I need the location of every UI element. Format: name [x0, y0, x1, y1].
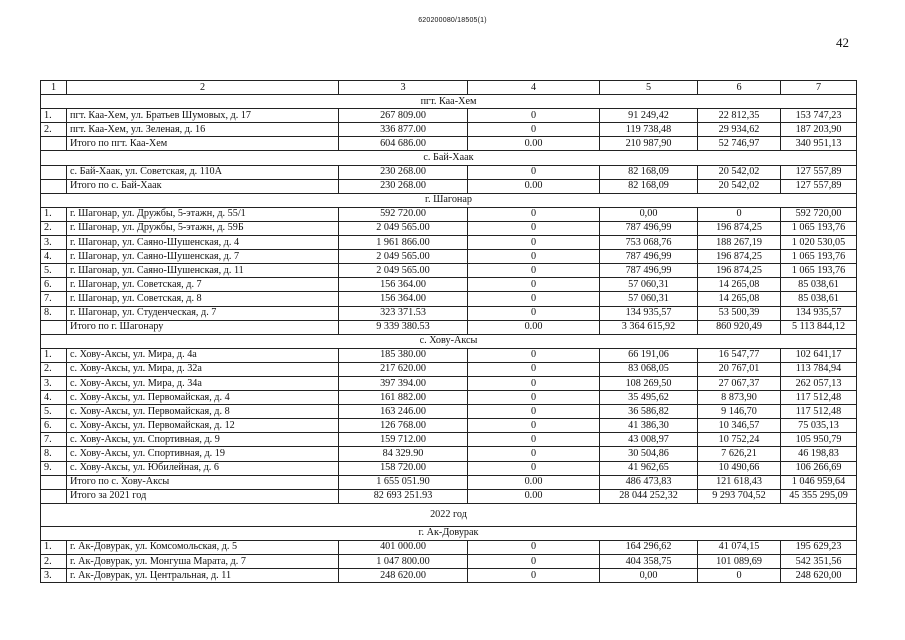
amount-col3-cell: 84 329.90 [339, 447, 468, 461]
address-cell: Итого по с. Бай-Хаак [67, 179, 339, 193]
amount-col3-cell: 336 877.00 [339, 123, 468, 137]
amount-col3-cell: 156 364.00 [339, 292, 468, 306]
address-cell: с. Хову-Аксы, ул. Мира, д. 34а [67, 376, 339, 390]
amount-col3-cell: 9 339 380.53 [339, 320, 468, 334]
table-row [41, 179, 857, 193]
amount-col6-cell: 20 542,02 [698, 179, 781, 193]
amount-col3-cell: 2 049 565.00 [339, 221, 468, 235]
row-number-cell: 1. [41, 540, 67, 554]
table-row [41, 137, 857, 151]
amount-col6-cell: 16 547,77 [698, 348, 781, 362]
amount-col4-cell: 0 [468, 292, 600, 306]
amount-col5-cell: 28 044 252,32 [600, 489, 698, 503]
amount-col4-cell: 0 [468, 433, 600, 447]
amount-col6-cell: 52 746,97 [698, 137, 781, 151]
amount-col6-cell: 53 500,39 [698, 306, 781, 320]
amount-col3-cell: 248 620.00 [339, 569, 468, 583]
row-number-cell: 2. [41, 123, 67, 137]
amount-col4-cell: 0 [468, 221, 600, 235]
amount-col3-cell: 401 000.00 [339, 540, 468, 554]
amount-col4-cell: 0 [468, 278, 600, 292]
amount-col6-cell: 10 490,66 [698, 461, 781, 475]
amount-col6-cell: 20 767,01 [698, 362, 781, 376]
address-cell: г. Шагонар, ул. Саяно-Шушенская, д. 4 [67, 236, 339, 250]
amount-col7-cell: 127 557,89 [781, 179, 857, 193]
address-cell: г. Шагонар, ул. Советская, д. 8 [67, 292, 339, 306]
amount-col6-cell: 860 920,49 [698, 320, 781, 334]
section-heading: с. Хову-Аксы [41, 334, 857, 348]
amount-col6-cell: 188 267,19 [698, 236, 781, 250]
amount-col4-cell: 0 [468, 569, 600, 583]
section-heading: пгт. Каа-Хем [41, 95, 857, 109]
row-number-cell [41, 165, 67, 179]
amount-col4-cell: 0 [468, 376, 600, 390]
table-row [41, 221, 857, 235]
address-cell: пгт. Каа-Хем, ул. Зеленая, д. 16 [67, 123, 339, 137]
amount-col7-cell: 105 950,79 [781, 433, 857, 447]
year-heading: 2022 год [41, 503, 857, 526]
amount-col3-cell: 161 882.00 [339, 391, 468, 405]
data-table [40, 80, 857, 583]
amount-col4-cell: 0 [468, 555, 600, 569]
header-cell: 7 [781, 81, 857, 95]
amount-col3-cell: 230 268.00 [339, 165, 468, 179]
table-row [41, 555, 857, 569]
amount-col7-cell: 75 035,13 [781, 419, 857, 433]
address-cell: г. Шагонар, ул. Саяно-Шушенская, д. 7 [67, 250, 339, 264]
section-heading-row [41, 334, 857, 348]
table-row [41, 250, 857, 264]
amount-col7-cell: 102 641,17 [781, 348, 857, 362]
amount-col3-cell: 82 693 251.93 [339, 489, 468, 503]
amount-col4-cell: 0 [468, 264, 600, 278]
table-row [41, 405, 857, 419]
amount-col5-cell: 787 496,99 [600, 264, 698, 278]
amount-col5-cell: 164 296,62 [600, 540, 698, 554]
section-heading: г. Шагонар [41, 193, 857, 207]
amount-col4-cell: 0 [468, 391, 600, 405]
amount-col7-cell: 542 351,56 [781, 555, 857, 569]
amount-col4-cell: 0 [468, 447, 600, 461]
amount-col5-cell: 57 060,31 [600, 278, 698, 292]
row-number-cell: 6. [41, 278, 67, 292]
amount-col5-cell: 787 496,99 [600, 250, 698, 264]
row-number-cell: 7. [41, 292, 67, 306]
amount-col5-cell: 66 191,06 [600, 348, 698, 362]
row-number-cell: 1. [41, 348, 67, 362]
amount-col4-cell: 0 [468, 123, 600, 137]
amount-col6-cell: 7 626,21 [698, 447, 781, 461]
amount-col5-cell: 83 068,05 [600, 362, 698, 376]
amount-col6-cell: 0 [698, 569, 781, 583]
address-cell: г. Ак-Довурак, ул. Комсомольская, д. 5 [67, 540, 339, 554]
table-row [41, 207, 857, 221]
address-cell: г. Шагонар, ул. Дружбы, 5-этажн, д. 59Б [67, 221, 339, 235]
table-row [41, 236, 857, 250]
table-row [41, 278, 857, 292]
address-cell: с. Хову-Аксы, ул. Спортивная, д. 9 [67, 433, 339, 447]
row-number-cell: 4. [41, 391, 67, 405]
amount-col6-cell: 196 874,25 [698, 250, 781, 264]
row-number-cell: 9. [41, 461, 67, 475]
address-cell: с. Хову-Аксы, ул. Первомайская, д. 12 [67, 419, 339, 433]
row-number-cell: 3. [41, 236, 67, 250]
amount-col3-cell: 1 961 866.00 [339, 236, 468, 250]
table-row [41, 376, 857, 390]
amount-col4-cell: 0.00 [468, 179, 600, 193]
amount-col7-cell: 592 720,00 [781, 207, 857, 221]
amount-col6-cell: 9 146,70 [698, 405, 781, 419]
amount-col4-cell: 0 [468, 348, 600, 362]
address-cell: г. Шагонар, ул. Советская, д. 7 [67, 278, 339, 292]
amount-col6-cell: 121 618,43 [698, 475, 781, 489]
document-id: 620200080/18505(1) [418, 17, 487, 24]
header-cell: 4 [468, 81, 600, 95]
address-cell: с. Бай-Хаак, ул. Советская, д. 110А [67, 165, 339, 179]
table-row [41, 447, 857, 461]
section-heading-row [41, 193, 857, 207]
table-body [41, 81, 857, 583]
amount-col5-cell: 41 386,30 [600, 419, 698, 433]
amount-col5-cell: 35 495,62 [600, 391, 698, 405]
row-number-cell: 5. [41, 405, 67, 419]
table-row [41, 475, 857, 489]
row-number-cell [41, 179, 67, 193]
address-cell: с. Хову-Аксы, ул. Первомайская, д. 8 [67, 405, 339, 419]
amount-col7-cell: 262 057,13 [781, 376, 857, 390]
row-number-cell: 3. [41, 569, 67, 583]
row-number-cell: 8. [41, 306, 67, 320]
row-number-cell: 6. [41, 419, 67, 433]
amount-col3-cell: 2 049 565.00 [339, 250, 468, 264]
amount-col5-cell: 787 496,99 [600, 221, 698, 235]
amount-col7-cell: 85 038,61 [781, 292, 857, 306]
address-cell: с. Хову-Аксы, ул. Мира, д. 32а [67, 362, 339, 376]
address-cell: с. Хову-Аксы, ул. Юбилейная, д. 6 [67, 461, 339, 475]
amount-col6-cell: 9 293 704,52 [698, 489, 781, 503]
amount-col6-cell: 20 542,02 [698, 165, 781, 179]
amount-col7-cell: 46 198,83 [781, 447, 857, 461]
table-row [41, 123, 857, 137]
amount-col7-cell: 1 065 193,76 [781, 264, 857, 278]
amount-col3-cell: 1 655 051.90 [339, 475, 468, 489]
address-cell: г. Ак-Довурак, ул. Монгуша Марата, д. 7 [67, 555, 339, 569]
row-number-cell [41, 137, 67, 151]
table-row [41, 264, 857, 278]
row-number-cell: 4. [41, 250, 67, 264]
amount-col6-cell: 101 089,69 [698, 555, 781, 569]
amount-col3-cell: 1 047 800.00 [339, 555, 468, 569]
header-cell: 3 [339, 81, 468, 95]
amount-col3-cell: 217 620.00 [339, 362, 468, 376]
amount-col7-cell: 1 065 193,76 [781, 221, 857, 235]
amount-col7-cell: 117 512,48 [781, 391, 857, 405]
row-number-cell: 1. [41, 207, 67, 221]
address-cell: с. Хову-Аксы, ул. Первомайская, д. 4 [67, 391, 339, 405]
address-cell: Итого по г. Шагонару [67, 320, 339, 334]
table-row [41, 489, 857, 503]
header-cell: 5 [600, 81, 698, 95]
amount-col3-cell: 163 246.00 [339, 405, 468, 419]
amount-col4-cell: 0.00 [468, 489, 600, 503]
amount-col5-cell: 210 987,90 [600, 137, 698, 151]
row-number-cell: 2. [41, 221, 67, 235]
section-heading-row [41, 526, 857, 540]
amount-col7-cell: 340 951,13 [781, 137, 857, 151]
amount-col3-cell: 604 686.00 [339, 137, 468, 151]
amount-col3-cell: 158 720.00 [339, 461, 468, 475]
amount-col4-cell: 0.00 [468, 475, 600, 489]
amount-col5-cell: 57 060,31 [600, 292, 698, 306]
amount-col6-cell: 10 346,57 [698, 419, 781, 433]
row-number-cell: 3. [41, 376, 67, 390]
table-row [41, 433, 857, 447]
table-row [41, 306, 857, 320]
amount-col5-cell: 0,00 [600, 569, 698, 583]
amount-col6-cell: 14 265,08 [698, 292, 781, 306]
amount-col4-cell: 0.00 [468, 320, 600, 334]
amount-col3-cell: 323 371.53 [339, 306, 468, 320]
amount-col4-cell: 0 [468, 405, 600, 419]
amount-col7-cell: 117 512,48 [781, 405, 857, 419]
amount-col7-cell: 153 747,23 [781, 109, 857, 123]
header-cell: 2 [67, 81, 339, 95]
address-cell: Итого по с. Хову-Аксы [67, 475, 339, 489]
amount-col6-cell: 196 874,25 [698, 264, 781, 278]
table-row [41, 461, 857, 475]
amount-col3-cell: 397 394.00 [339, 376, 468, 390]
amount-col4-cell: 0 [468, 250, 600, 264]
amount-col3-cell: 2 049 565.00 [339, 264, 468, 278]
amount-col7-cell: 1 020 530,05 [781, 236, 857, 250]
amount-col4-cell: 0 [468, 540, 600, 554]
amount-col7-cell: 127 557,89 [781, 165, 857, 179]
table-row [41, 348, 857, 362]
amount-col7-cell: 5 113 844,12 [781, 320, 857, 334]
amount-col5-cell: 753 068,76 [600, 236, 698, 250]
amount-col7-cell: 187 203,90 [781, 123, 857, 137]
amount-col5-cell: 82 168,09 [600, 165, 698, 179]
table-row [41, 391, 857, 405]
amount-col3-cell: 185 380.00 [339, 348, 468, 362]
amount-col7-cell: 1 046 959,64 [781, 475, 857, 489]
amount-col7-cell: 195 629,23 [781, 540, 857, 554]
row-number-cell: 2. [41, 362, 67, 376]
amount-col6-cell: 14 265,08 [698, 278, 781, 292]
amount-col6-cell: 8 873,90 [698, 391, 781, 405]
amount-col7-cell: 1 065 193,76 [781, 250, 857, 264]
year-heading-row [41, 503, 857, 526]
amount-col7-cell: 45 355 295,09 [781, 489, 857, 503]
amount-col7-cell: 113 784,94 [781, 362, 857, 376]
amount-col4-cell: 0 [468, 207, 600, 221]
amount-col3-cell: 267 809.00 [339, 109, 468, 123]
amount-col3-cell: 230 268.00 [339, 179, 468, 193]
amount-col3-cell: 156 364.00 [339, 278, 468, 292]
amount-col5-cell: 3 364 615,92 [600, 320, 698, 334]
row-number-cell [41, 475, 67, 489]
table-row [41, 320, 857, 334]
amount-col4-cell: 0 [468, 109, 600, 123]
header-cell: 1 [41, 81, 67, 95]
table-row [41, 569, 857, 583]
amount-col3-cell: 592 720.00 [339, 207, 468, 221]
amount-col4-cell: 0 [468, 165, 600, 179]
section-heading: с. Бай-Хаак [41, 151, 857, 165]
section-heading-row [41, 95, 857, 109]
address-cell: Итого за 2021 год [67, 489, 339, 503]
amount-col6-cell: 27 067,37 [698, 376, 781, 390]
table-header-row [41, 81, 857, 95]
amount-col6-cell: 29 934,62 [698, 123, 781, 137]
amount-col4-cell: 0 [468, 419, 600, 433]
table-row [41, 109, 857, 123]
section-heading: г. Ак-Довурак [41, 526, 857, 540]
amount-col5-cell: 119 738,48 [600, 123, 698, 137]
amount-col5-cell: 43 008,97 [600, 433, 698, 447]
amount-col6-cell: 41 074,15 [698, 540, 781, 554]
amount-col7-cell: 85 038,61 [781, 278, 857, 292]
amount-col3-cell: 126 768.00 [339, 419, 468, 433]
table-row [41, 419, 857, 433]
amount-col5-cell: 91 249,42 [600, 109, 698, 123]
address-cell: с. Хову-Аксы, ул. Мира, д. 4а [67, 348, 339, 362]
address-cell: г. Шагонар, ул. Саяно-Шушенская, д. 11 [67, 264, 339, 278]
row-number-cell: 7. [41, 433, 67, 447]
amount-col5-cell: 134 935,57 [600, 306, 698, 320]
table-row [41, 165, 857, 179]
header-cell: 6 [698, 81, 781, 95]
amount-col5-cell: 108 269,50 [600, 376, 698, 390]
row-number-cell: 8. [41, 447, 67, 461]
row-number-cell: 2. [41, 555, 67, 569]
amount-col4-cell: 0 [468, 362, 600, 376]
amount-col7-cell: 106 266,69 [781, 461, 857, 475]
amount-col5-cell: 404 358,75 [600, 555, 698, 569]
amount-col5-cell: 82 168,09 [600, 179, 698, 193]
amount-col6-cell: 196 874,25 [698, 221, 781, 235]
amount-col5-cell: 0,00 [600, 207, 698, 221]
amount-col4-cell: 0 [468, 236, 600, 250]
amount-col5-cell: 36 586,82 [600, 405, 698, 419]
address-cell: г. Шагонар, ул. Студенческая, д. 7 [67, 306, 339, 320]
row-number-cell [41, 320, 67, 334]
amount-col6-cell: 10 752,24 [698, 433, 781, 447]
amount-col4-cell: 0.00 [468, 137, 600, 151]
amount-col5-cell: 41 962,65 [600, 461, 698, 475]
amount-col3-cell: 159 712.00 [339, 433, 468, 447]
amount-col6-cell: 0 [698, 207, 781, 221]
amount-col5-cell: 486 473,83 [600, 475, 698, 489]
section-heading-row [41, 151, 857, 165]
amount-col7-cell: 248 620,00 [781, 569, 857, 583]
table-row [41, 292, 857, 306]
address-cell: Итого по пгт. Каа-Хем [67, 137, 339, 151]
address-cell: г. Ак-Довурак, ул. Центральная, д. 11 [67, 569, 339, 583]
row-number-cell [41, 489, 67, 503]
row-number-cell: 1. [41, 109, 67, 123]
address-cell: пгт. Каа-Хем, ул. Братьев Шумовых, д. 17 [67, 109, 339, 123]
amount-col4-cell: 0 [468, 306, 600, 320]
table-row [41, 362, 857, 376]
page-number: 42 [836, 35, 849, 50]
amount-col5-cell: 30 504,86 [600, 447, 698, 461]
amount-col6-cell: 22 812,35 [698, 109, 781, 123]
address-cell: с. Хову-Аксы, ул. Спортивная, д. 19 [67, 447, 339, 461]
amount-col4-cell: 0 [468, 461, 600, 475]
table-row [41, 540, 857, 554]
row-number-cell: 5. [41, 264, 67, 278]
amount-col7-cell: 134 935,57 [781, 306, 857, 320]
address-cell: г. Шагонар, ул. Дружбы, 5-этажн, д. 55/1 [67, 207, 339, 221]
